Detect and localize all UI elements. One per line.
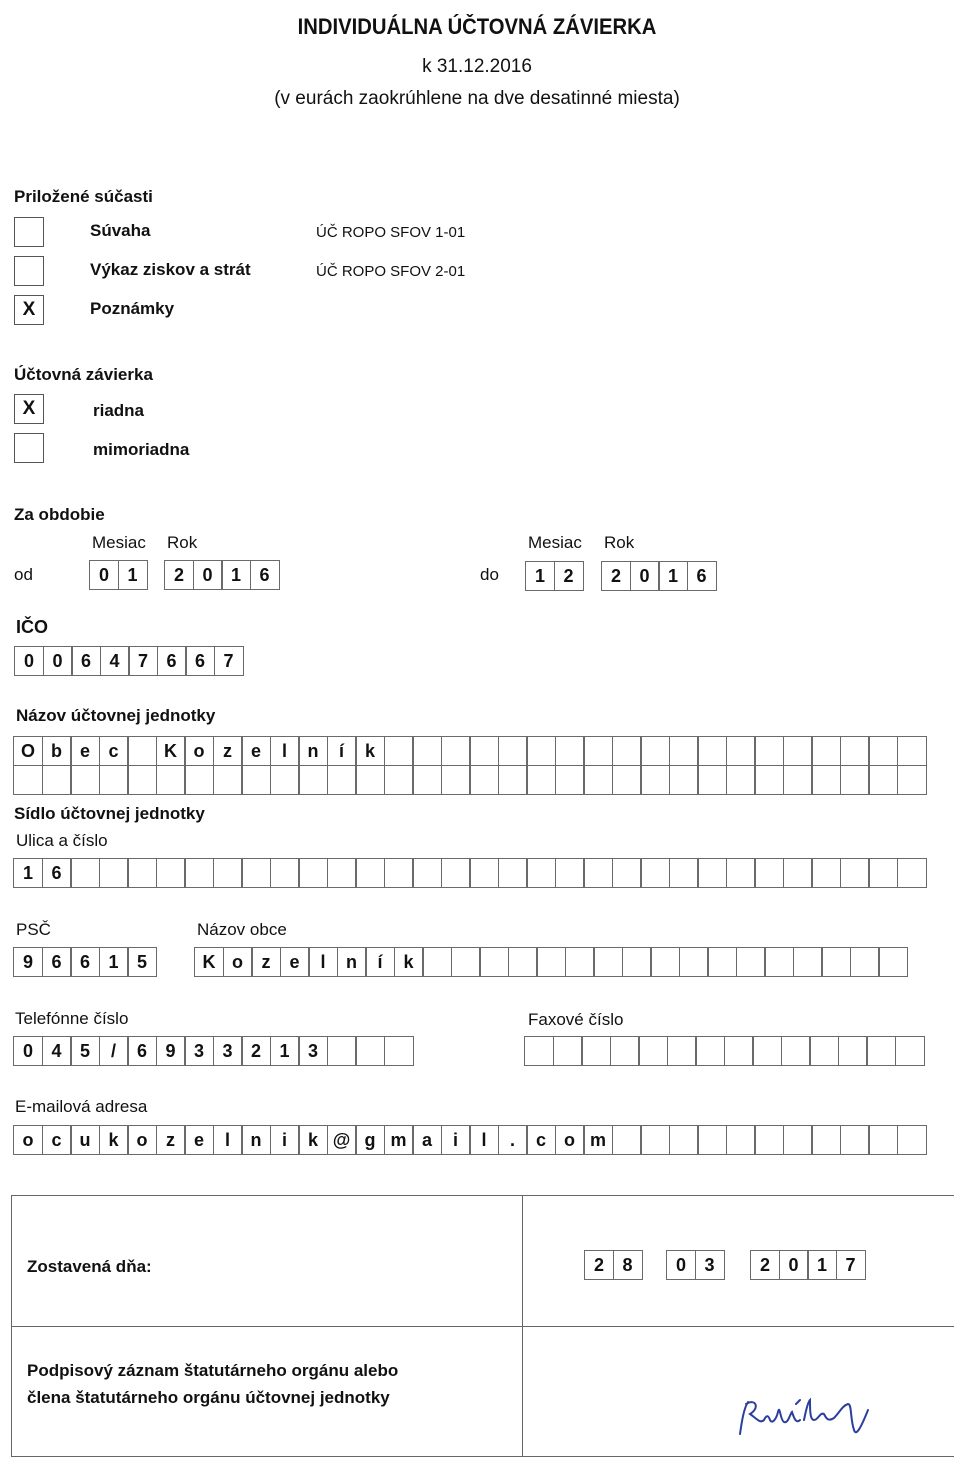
digit-cell: 6 (157, 646, 187, 676)
char-cell (469, 736, 499, 766)
char-cell (327, 1036, 357, 1066)
char-cell (667, 1036, 697, 1066)
digit-cell: 0 (193, 560, 223, 590)
char-cell: e (241, 736, 271, 766)
char-cell: u (70, 1125, 100, 1155)
char-cell (724, 1036, 754, 1066)
char-cell: n (298, 736, 328, 766)
char-cell (583, 736, 613, 766)
document-date: k 31.12.2016 (422, 56, 532, 77)
char-cell (638, 1036, 668, 1066)
code-suvaha: ÚČ ROPO SFOV 1-01 (316, 224, 466, 241)
char-cell (878, 947, 908, 977)
char-cell (897, 1125, 927, 1155)
char-cell (412, 736, 442, 766)
char-cell (241, 765, 271, 795)
char-cell (811, 858, 841, 888)
char-cell (669, 1125, 699, 1155)
from-year-label: Rok (167, 533, 198, 552)
char-cell: g (355, 1125, 385, 1155)
label-suvaha: Súvaha (90, 221, 151, 240)
char-cell (726, 765, 756, 795)
char-cell: l (469, 1125, 499, 1155)
char-cell: 6 (127, 1036, 157, 1066)
char-cell (612, 858, 642, 888)
char-cell (42, 765, 72, 795)
char-cell (156, 858, 186, 888)
char-cell (754, 1125, 784, 1155)
char-cell (640, 736, 670, 766)
digit-cell: 2 (164, 560, 194, 590)
char-cell: 3 (213, 1036, 243, 1066)
char-cell (736, 947, 766, 977)
footer-divider (11, 1326, 954, 1327)
document-title: INDIVIDUÁLNA ÚČTOVNÁ ZÁVIERKA (297, 14, 657, 39)
char-cell (441, 858, 471, 888)
char-cell: l (213, 1125, 243, 1155)
digit-cell: 1 (118, 560, 148, 590)
char-cell (241, 858, 271, 888)
char-cell (99, 765, 129, 795)
period-heading: Za obdobie (14, 505, 105, 524)
char-cell (213, 858, 243, 888)
char-cell (593, 947, 623, 977)
char-cell (583, 858, 613, 888)
char-cell (612, 1125, 642, 1155)
char-cell: . (498, 1125, 528, 1155)
char-cell (127, 858, 157, 888)
char-cell (809, 1036, 839, 1066)
char-cell: 4 (42, 1036, 72, 1066)
char-cell: í (327, 736, 357, 766)
char-cell (838, 1036, 868, 1066)
char-cell: 9 (156, 1036, 186, 1066)
char-cell (695, 1036, 725, 1066)
checkbox-vykaz[interactable] (14, 256, 44, 286)
statement-type-heading: Účtovná závierka (14, 365, 153, 384)
city-field[interactable] (194, 947, 907, 977)
char-cell: 6 (70, 947, 100, 977)
char-cell: K (194, 947, 224, 977)
char-cell (327, 858, 357, 888)
char-cell (783, 765, 813, 795)
char-cell (441, 765, 471, 795)
ico-field[interactable] (14, 646, 242, 676)
char-cell (270, 858, 300, 888)
char-cell (384, 765, 414, 795)
digit-cell: 7 (836, 1250, 866, 1280)
char-cell (508, 947, 538, 977)
digit-cell: 1 (658, 561, 688, 591)
char-cell: O (13, 736, 43, 766)
char-cell (581, 1036, 611, 1066)
checkbox-mimoriadna[interactable] (14, 433, 44, 463)
char-cell (469, 858, 499, 888)
digit-cell: 0 (630, 561, 660, 591)
digit-cell: 1 (807, 1250, 837, 1280)
char-cell (451, 947, 481, 977)
signature-label-line2: člena štatutárneho orgánu účtovnej jednotky (27, 1388, 390, 1407)
to-label: do (480, 565, 499, 584)
char-cell (70, 765, 100, 795)
email-label: E-mailová adresa (15, 1097, 148, 1116)
digit-cell: 4 (100, 646, 130, 676)
char-cell (764, 947, 794, 977)
char-cell (498, 765, 528, 795)
digit-cell: 0 (666, 1250, 696, 1280)
char-cell (384, 736, 414, 766)
char-cell (412, 765, 442, 795)
city-label: Názov obce (197, 920, 287, 939)
char-cell (553, 1036, 583, 1066)
code-vykaz: ÚČ ROPO SFOV 2-01 (316, 263, 466, 280)
char-cell (726, 736, 756, 766)
char-cell: o (223, 947, 253, 977)
digit-cell: 2 (584, 1250, 614, 1280)
char-cell: K (156, 736, 186, 766)
char-cell (70, 858, 100, 888)
signature-image (730, 1390, 880, 1450)
digit-cell: 6 (185, 646, 215, 676)
checkbox-poznamky[interactable]: X (14, 295, 44, 325)
char-cell (754, 858, 784, 888)
char-cell: e (184, 1125, 214, 1155)
char-cell (422, 947, 452, 977)
char-cell (384, 1036, 414, 1066)
char-cell (298, 765, 328, 795)
char-cell (811, 1125, 841, 1155)
from-month-label: Mesiac (92, 533, 146, 552)
char-cell (754, 736, 784, 766)
char-cell (498, 736, 528, 766)
char-cell: l (308, 947, 338, 977)
char-cell (526, 765, 556, 795)
char-cell (536, 947, 566, 977)
entity-name-row1[interactable] (13, 736, 925, 766)
attachments-heading: Priložené súčasti (14, 187, 153, 206)
label-poznamky: Poznámky (90, 299, 175, 318)
char-cell: c (526, 1125, 556, 1155)
char-cell (355, 858, 385, 888)
char-cell (726, 858, 756, 888)
checkbox-riadna[interactable]: X (14, 394, 44, 424)
street-label: Ulica a číslo (16, 831, 108, 850)
char-cell: b (42, 736, 72, 766)
digit-cell: 6 (250, 560, 280, 590)
char-cell: a (412, 1125, 442, 1155)
char-cell (783, 736, 813, 766)
digit-cell: 2 (554, 561, 584, 591)
char-cell: 6 (42, 947, 72, 977)
char-cell: l (270, 736, 300, 766)
char-cell: @ (327, 1125, 357, 1155)
phone-field[interactable] (13, 1036, 412, 1066)
char-cell: 3 (298, 1036, 328, 1066)
char-cell (498, 858, 528, 888)
char-cell: o (184, 736, 214, 766)
digit-cell: 7 (128, 646, 158, 676)
char-cell: 2 (241, 1036, 271, 1066)
to-month-field[interactable] (525, 561, 582, 591)
digit-cell: 1 (525, 561, 555, 591)
psc-field[interactable] (13, 947, 156, 977)
char-cell: 0 (13, 1036, 43, 1066)
char-cell (610, 1036, 640, 1066)
digit-cell: 3 (695, 1250, 725, 1280)
char-cell (99, 858, 129, 888)
to-month-label: Mesiac (528, 533, 582, 552)
ico-label: IČO (16, 617, 49, 637)
char-cell (327, 765, 357, 795)
char-cell (752, 1036, 782, 1066)
footer-column-divider (522, 1195, 523, 1457)
entity-name-row2[interactable] (13, 765, 925, 795)
char-cell (640, 1125, 670, 1155)
digit-cell: 0 (779, 1250, 809, 1280)
char-cell (840, 1125, 870, 1155)
compiled-year-field[interactable] (750, 1250, 864, 1280)
char-cell: n (337, 947, 367, 977)
entity-name-label: Názov účtovnej jednotky (16, 706, 216, 725)
from-label: od (14, 565, 33, 584)
char-cell (868, 858, 898, 888)
char-cell (707, 947, 737, 977)
char-cell (868, 765, 898, 795)
char-cell (526, 736, 556, 766)
char-cell (298, 858, 328, 888)
char-cell (754, 765, 784, 795)
char-cell (612, 736, 642, 766)
char-cell: z (251, 947, 281, 977)
char-cell (840, 736, 870, 766)
char-cell: / (99, 1036, 129, 1066)
char-cell: m (384, 1125, 414, 1155)
char-cell (156, 765, 186, 795)
char-cell (868, 736, 898, 766)
char-cell: 9 (13, 947, 43, 977)
char-cell (640, 765, 670, 795)
phone-label: Telefónne číslo (15, 1009, 129, 1028)
char-cell: c (42, 1125, 72, 1155)
digit-cell: 2 (601, 561, 631, 591)
char-cell (850, 947, 880, 977)
seat-heading: Sídlo účtovnej jednotky (14, 804, 205, 823)
char-cell (184, 765, 214, 795)
char-cell (412, 858, 442, 888)
digit-cell: 1 (221, 560, 251, 590)
char-cell: e (70, 736, 100, 766)
char-cell (184, 858, 214, 888)
char-cell (650, 947, 680, 977)
char-cell: n (241, 1125, 271, 1155)
char-cell: 5 (127, 947, 157, 977)
char-cell: o (13, 1125, 43, 1155)
char-cell: z (213, 736, 243, 766)
char-cell (384, 858, 414, 888)
compiled-day-field[interactable] (584, 1250, 641, 1280)
char-cell (555, 736, 585, 766)
digit-cell: 0 (43, 646, 73, 676)
char-cell: z (156, 1125, 186, 1155)
to-year-field[interactable] (601, 561, 715, 591)
char-cell (897, 765, 927, 795)
to-year-label: Rok (604, 533, 635, 552)
char-cell (811, 736, 841, 766)
char-cell (622, 947, 652, 977)
char-cell (726, 1125, 756, 1155)
char-cell (669, 765, 699, 795)
char-cell (697, 1125, 727, 1155)
char-cell (781, 1036, 811, 1066)
char-cell (868, 1125, 898, 1155)
char-cell (697, 765, 727, 795)
char-cell (13, 765, 43, 795)
char-cell (555, 765, 585, 795)
char-cell: 1 (270, 1036, 300, 1066)
char-cell (793, 947, 823, 977)
char-cell: o (555, 1125, 585, 1155)
char-cell (127, 736, 157, 766)
label-mimoriadna: mimoriadna (93, 440, 190, 459)
char-cell (840, 765, 870, 795)
digit-cell: 6 (687, 561, 717, 591)
char-cell (355, 1036, 385, 1066)
char-cell: 1 (99, 947, 129, 977)
char-cell (821, 947, 851, 977)
char-cell (783, 858, 813, 888)
digit-cell: 6 (71, 646, 101, 676)
label-riadna: riadna (93, 401, 145, 420)
digit-cell: 8 (613, 1250, 643, 1280)
char-cell: k (355, 736, 385, 766)
char-cell: k (298, 1125, 328, 1155)
from-year-field[interactable] (164, 560, 278, 590)
email-field[interactable] (13, 1125, 925, 1155)
char-cell (679, 947, 709, 977)
from-month-field[interactable] (89, 560, 146, 590)
char-cell: o (127, 1125, 157, 1155)
char-cell: k (394, 947, 424, 977)
char-cell (697, 736, 727, 766)
digit-cell: 2 (750, 1250, 780, 1280)
char-cell: i (270, 1125, 300, 1155)
char-cell (469, 765, 499, 795)
char-cell (697, 858, 727, 888)
signature-label-line1: Podpisový záznam štatutárneho orgánu alebo (27, 1361, 399, 1380)
char-cell (866, 1036, 896, 1066)
char-cell: 3 (184, 1036, 214, 1066)
digit-cell: 0 (89, 560, 119, 590)
char-cell (783, 1125, 813, 1155)
char-cell: i (441, 1125, 471, 1155)
char-cell (270, 765, 300, 795)
char-cell: 5 (70, 1036, 100, 1066)
char-cell (897, 736, 927, 766)
char-cell (583, 765, 613, 795)
compiled-month-field[interactable] (666, 1250, 723, 1280)
char-cell (840, 858, 870, 888)
char-cell (355, 765, 385, 795)
char-cell (565, 947, 595, 977)
char-cell (213, 765, 243, 795)
char-cell (526, 858, 556, 888)
compiled-label: Zostavená dňa: (27, 1257, 152, 1276)
char-cell (479, 947, 509, 977)
psc-label: PSČ (16, 920, 51, 939)
char-cell (127, 765, 157, 795)
char-cell: 1 (13, 858, 43, 888)
fax-field[interactable] (524, 1036, 923, 1066)
char-cell: 6 (42, 858, 72, 888)
char-cell: m (583, 1125, 613, 1155)
char-cell (897, 858, 927, 888)
char-cell: k (99, 1125, 129, 1155)
char-cell (441, 736, 471, 766)
char-cell (640, 858, 670, 888)
char-cell: e (280, 947, 310, 977)
digit-cell: 0 (14, 646, 44, 676)
char-cell (895, 1036, 925, 1066)
char-cell (669, 736, 699, 766)
char-cell (555, 858, 585, 888)
char-cell: í (365, 947, 395, 977)
char-cell (811, 765, 841, 795)
street-field[interactable] (13, 858, 925, 888)
label-vykaz: Výkaz ziskov a strát (90, 260, 251, 279)
document-units: (v eurách zaokrúhlene na dve desatinné miesta) (274, 88, 680, 109)
char-cell (524, 1036, 554, 1066)
digit-cell: 7 (214, 646, 244, 676)
checkbox-suvaha[interactable] (14, 217, 44, 247)
char-cell (612, 765, 642, 795)
fax-label: Faxové číslo (528, 1010, 624, 1029)
char-cell: c (99, 736, 129, 766)
char-cell (669, 858, 699, 888)
